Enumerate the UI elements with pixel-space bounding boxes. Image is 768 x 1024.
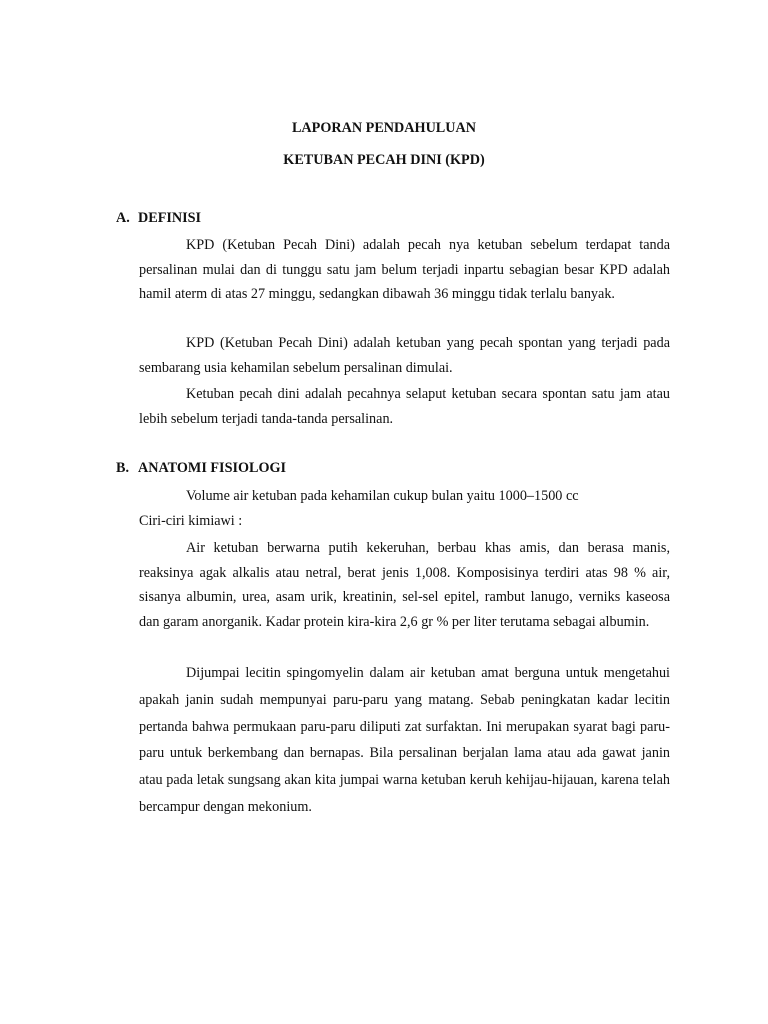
section-a-letter: A. [116, 210, 130, 226]
section-a-heading [116, 210, 201, 227]
section-b-heading [116, 460, 286, 477]
section-b-letter: B. [116, 460, 130, 476]
section-b-ciri-label: Ciri-ciri kimiawi : [139, 513, 243, 529]
section-a-paragraph-2: KPD (Ketuban Pecah Dini) adalah ketuban yang pecah spontan yang terjadi pada sembarang usia kehamilan sebelum persalinan dimulai. [139, 335, 670, 376]
section-b-volume-line: Volume air ketuban pada kehamilan cukup bulan yaitu 1000–1500 cc [186, 488, 579, 504]
section-b-paragraph-2: Dijumpai lecitin spingomyelin dalam air ketuban amat berguna untuk mengetahui apakah janin sudah mempunyai paru-paru yang matang. Sebab peningkatan kadar lecitin pertanda bahwa permukaan paru-paru diliputi zat surfaktan. Ini merupakan syarat bagi paru-paru untuk berkembang dan bernapas. Bila persalinan berjalan lama atau ada gawat janin atau pada letak sungsang akan kita jumpai warna ketuban keruh kehijau-hijauan, karena telah bercampur dengan mekonium. [139, 665, 670, 815]
section-b-paragraph-1: Air ketuban berwarna putih kekeruhan, berbau khas amis, dan berasa manis, reaksinya agak alkalis atau netral, berat jenis 1,008. Komposisinya terdiri atas 98 % air, sisanya albumin, urea, asam urik, kreatinin, sel-sel epitel, rambut lanugo, verniks kaseosa dan garam anorganik. Kadar protein kira-kira 2,6 gr % per liter terutama sebagai albumin. [139, 540, 670, 630]
section-b-title: ANATOMI FISIOLOGI [138, 460, 287, 476]
document-title: LAPORAN PENDAHULUAN [291, 120, 477, 136]
document-subtitle: KETUBAN PECAH DINI (KPD) [283, 152, 485, 168]
section-a-paragraph-1: KPD (Ketuban Pecah Dini) adalah pecah nya ketuban sebelum terdapat tanda persalinan mulai dan di tunggu satu jam belum terjadi inpartu sebagian besar KPD adalah hamil aterm di atas 27 minggu, sedangkan dibawah 36 minggu tidak terlalu banyak. [139, 237, 670, 302]
section-a-title: DEFINISI [138, 210, 202, 226]
section-a-paragraph-3: Ketuban pecah dini adalah pecahnya selaput ketuban secara spontan satu jam atau lebih sebelum terjadi tanda-tanda persalinan. [139, 386, 670, 427]
